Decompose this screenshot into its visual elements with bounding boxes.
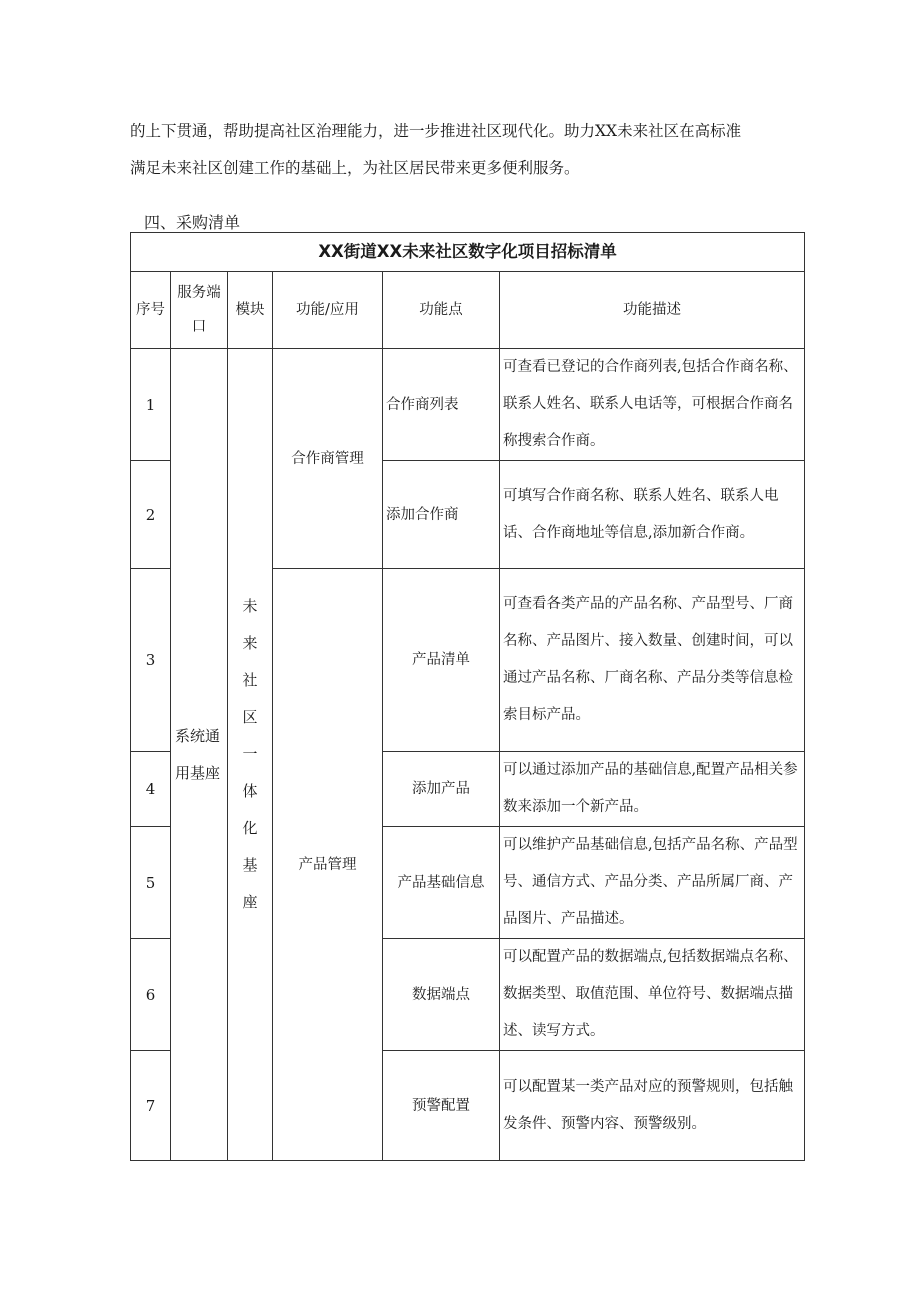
row-index: 1 [131, 349, 171, 461]
row-description: 可查看各类产品的产品名称、产品型号、厂商名称、产品图片、接入数量、创建时间，可以通过产品名称、厂商名称、产品分类等信息检索目标产品。 [500, 569, 805, 752]
row-index: 7 [131, 1051, 171, 1161]
table-row [131, 349, 805, 461]
header-feature: 功能点 [383, 272, 500, 349]
function-partner: 合作商管理 [273, 349, 383, 569]
intro-line-1: 的上下贯通，帮助提高社区治理能力，进一步推进社区现代化。助力XX未来社区在高标准 [130, 122, 742, 140]
header-function: 功能/应用 [273, 272, 383, 349]
table-title-row [131, 233, 805, 272]
row-feature: 添加产品 [383, 752, 500, 827]
header-module: 模块 [228, 272, 273, 349]
row-description: 可以通过添加产品的基础信息,配置产品相关参数来添加一个新产品。 [500, 752, 805, 827]
row-index: 3 [131, 569, 171, 752]
intro-line-2: 满足未来社区创建工作的基础上，为社区居民带来更多便利服务。 [130, 159, 580, 177]
row-description: 可以维护产品基础信息,包括产品名称、产品型号、通信方式、产品分类、产品所属厂商、产品图片、产品描述。 [500, 827, 805, 939]
row-index: 2 [131, 461, 171, 569]
row-feature: 产品清单 [383, 569, 500, 752]
row-index: 6 [131, 939, 171, 1051]
row-feature: 合作商列表 [383, 349, 500, 461]
row-description: 可以配置产品的数据端点,包括数据端点名称、数据类型、取值范围、单位符号、数据端点描述、读写方式。 [500, 939, 805, 1051]
service-cell: 系统通用基座 [171, 349, 228, 1161]
row-index: 5 [131, 827, 171, 939]
function-product: 产品管理 [273, 569, 383, 1161]
table-title: XX街道XX未来社区数字化项目招标清单 [131, 233, 805, 272]
row-description: 可填写合作商名称、联系人姓名、联系人电话、合作商地址等信息,添加新合作商。 [500, 461, 805, 569]
header-service: 服务端口 [171, 272, 228, 349]
row-feature: 产品基础信息 [383, 827, 500, 939]
row-description: 可以配置某一类产品对应的预警规则，包括触发条件、预警内容、预警级别。 [500, 1051, 805, 1161]
module-cell [228, 349, 273, 1161]
table-header-row [131, 272, 805, 349]
row-feature: 添加合作商 [383, 461, 500, 569]
section-heading: 四、采购清单 [144, 213, 241, 232]
row-feature: 数据端点 [383, 939, 500, 1051]
header-description: 功能描述 [500, 272, 805, 349]
row-feature: 预警配置 [383, 1051, 500, 1161]
row-index: 4 [131, 752, 171, 827]
procurement-table [130, 232, 805, 1161]
module-text: 未来社区一体化基座 [242, 597, 258, 911]
header-index: 序号 [131, 272, 171, 349]
row-description: 可查看已登记的合作商列表,包括合作商名称、联系人姓名、联系人电话等，可根据合作商名称搜索合作商。 [500, 349, 805, 461]
